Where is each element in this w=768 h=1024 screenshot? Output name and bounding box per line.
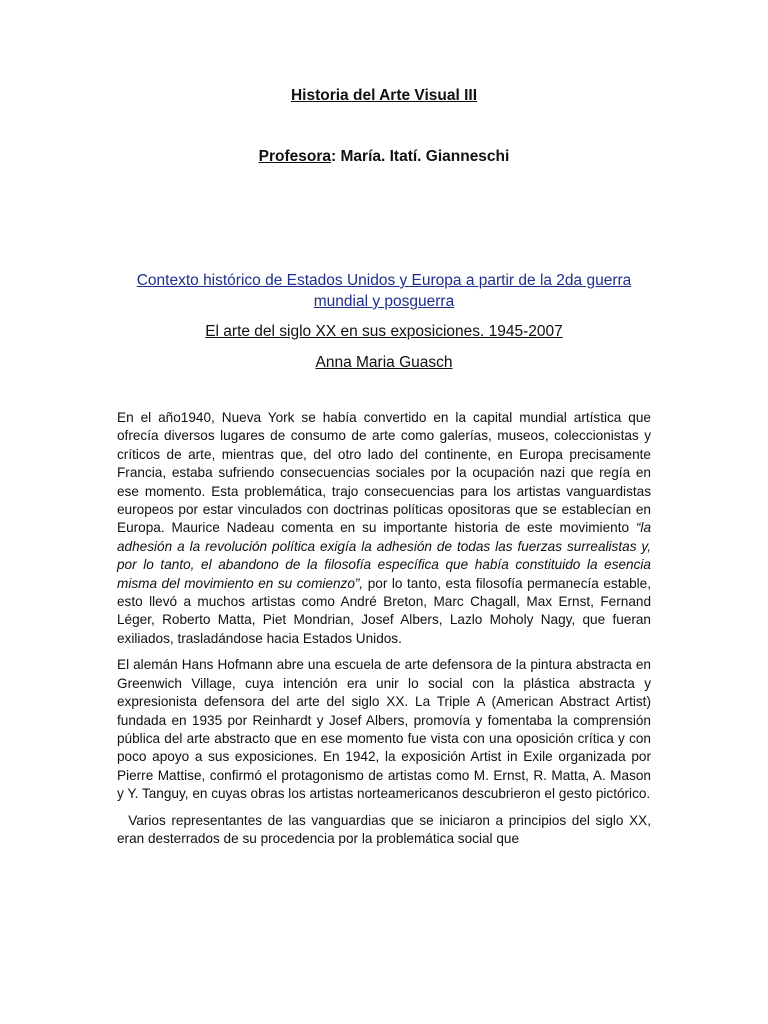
paragraph-1-intro: En el año1940, Nueva York se había convertido en la capital mundial artística que ofrecía diversos lugares de consumo de arte como galerías, museos, coleccionistas y críticos de arte, mientras que, del otro lado del continente, en Europa precisamente Francia, estaba sufriendo consecuencias sociales por la ocupación nazi que regía en ese momento. Esta problemática, trajo consecuencias para los artistas vanguardistas europeos por estar vinculados con doctrinas políticas opositoras que se establecían en Europa. Maurice Nadeau comenta en su importante historia de este movimiento (117, 410, 651, 536)
paragraph-3 (117, 812, 651, 849)
book-author: Anna Maria Guasch (315, 354, 453, 371)
paragraph-1 (117, 409, 651, 648)
body-text (117, 409, 651, 856)
paragraph-1-end: por lo tanto, esta filosofía permanecía estable, esto llevó a muchos artistas como André Breton, Marc Chagall, Max Ernst, Fernand Léger, Roberto Matta, Piet Mondrian, Josef Albers, Lazlo Moholy Nagy, que fueran exiliados, trasladándose hacia Estados Unidos. (117, 575, 651, 646)
professor-line (0, 148, 768, 166)
context-heading-link[interactable]: Contexto histórico de Estados Unidos y Europa a partir de la 2da guerra mundial y posguerra (136, 272, 632, 310)
professor-name: : María. Itatí. Gianneschi (331, 148, 510, 165)
document-title: Historia del Arte Visual III (290, 87, 478, 104)
paragraph-2: El alemán Hans Hofmann abre una escuela de arte defensora de la pintura abstracta en Greenwich Village, cuya intención era unir lo social con la plástica abstracta y expresionista defensora del arte del siglo XX. La Triple A (American Abstract Artist) fundada en 1935 por Reinhardt y Josef Albers, promovía y fomentaba la comprensión pública del arte abstracto que en ese momento fue vista con una oposición crítica y con poco apoyo a sus exposiciones. En 1942, la exposición Artist in Exile organizada por Pierre Mattise, confirmó el protagonismo de artistas como M. Ernst, R. Matta, A. Mason y Y. Tanguy, en cuyas obras los artistas norteamericanos descubrieron el gesto pictórico. (117, 657, 651, 802)
nadeau-quote: “la adhesión a la revolución política exigía la adhesión de todas las fuerzas surrealistas y, por lo tanto, el abandono de la filosofía específica que había constituido la esencia misma del movimiento en su comienzo”, (117, 520, 651, 591)
paragraph-3-text: Varios representantes de las vanguardias que se iniciaron a principios del siglo XX, eran desterrados de su procedencia por la problemática social que (117, 812, 651, 846)
professor-label: Profesora (258, 148, 332, 165)
book-subtitle: El arte del siglo XX en sus exposiciones. 1945-2007 (205, 323, 563, 340)
